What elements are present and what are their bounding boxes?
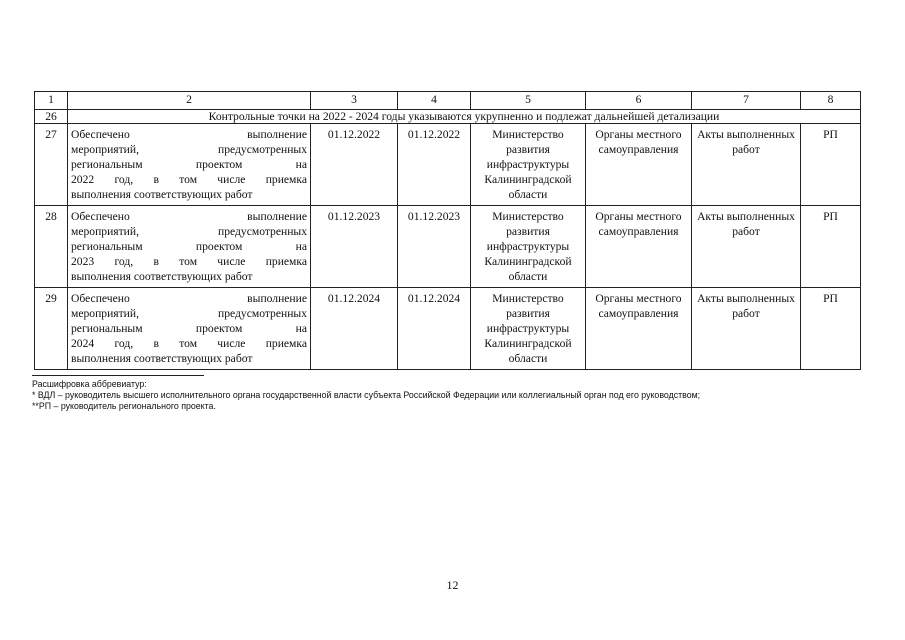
result-document: Акты выполненных работ	[692, 124, 801, 206]
column-number-5: 5	[471, 92, 586, 110]
end-date: 01.12.2023	[398, 206, 471, 288]
row-number: 26	[35, 110, 68, 124]
column-number-3: 3	[311, 92, 398, 110]
row-number: 29	[35, 288, 68, 370]
control-point-description	[68, 206, 311, 288]
approval-level: РП	[801, 206, 861, 288]
end-date: 01.12.2024	[398, 288, 471, 370]
description-line: выполнения соответствующих работ	[71, 188, 253, 201]
table-header-row	[35, 92, 861, 110]
footnotes-title: Расшифровка аббревиатур:	[32, 379, 147, 389]
column-number-4: 4	[398, 92, 471, 110]
column-number-2: 2	[68, 92, 311, 110]
page-number: 12	[446, 578, 459, 592]
description-line: региональным проектом на	[71, 158, 307, 171]
participant: Органы местного самоуправления	[586, 206, 692, 288]
column-number-8: 8	[801, 92, 861, 110]
participant: Органы местного самоуправления	[586, 288, 692, 370]
description-line: мероприятий, предусмотренных	[71, 143, 307, 156]
approval-level: РП	[801, 124, 861, 206]
control-points-table	[34, 91, 861, 370]
table-row	[35, 288, 861, 370]
table-row	[35, 206, 861, 288]
column-number-7: 7	[692, 92, 801, 110]
result-document: Акты выполненных работ	[692, 288, 801, 370]
footnote-vdl: * ВДЛ – руководитель высшего исполнительного органа государственной власти субъекта Российской Федерации или коллегиальный орган под его руководством;	[32, 390, 701, 400]
description-line: мероприятий, предусмотренных	[71, 225, 307, 238]
result-document: Акты выполненных работ	[692, 206, 801, 288]
footnote-rp: **РП – руководитель регионального проекта.	[32, 401, 216, 411]
responsible-executor: Министерство развития инфраструктуры Калининградской области	[471, 124, 586, 206]
column-number-1: 1	[35, 92, 68, 110]
description-line: Обеспечено выполнение	[71, 128, 307, 141]
control-point-description	[68, 124, 311, 206]
responsible-executor: Министерство развития инфраструктуры Калининградской области	[471, 288, 586, 370]
description-line: 2023 год, в том числе приемка	[71, 255, 307, 268]
description-line: региональным проектом на	[71, 322, 307, 335]
control-point-description	[68, 288, 311, 370]
description-line: региональным проектом на	[71, 240, 307, 253]
start-date: 01.12.2023	[311, 206, 398, 288]
footnote-rule	[32, 375, 204, 376]
description-line: 2022 год, в том числе приемка	[71, 173, 307, 186]
abbreviations-footnotes	[32, 375, 872, 412]
column-number-6: 6	[586, 92, 692, 110]
row-number: 28	[35, 206, 68, 288]
participant: Органы местного самоуправления	[586, 124, 692, 206]
description-line: 2024 год, в том числе приемка	[71, 337, 307, 350]
responsible-executor: Министерство развития инфраструктуры Калининградской области	[471, 206, 586, 288]
description-line: выполнения соответствующих работ	[71, 352, 253, 365]
description-line: Обеспечено выполнение	[71, 210, 307, 223]
approval-level: РП	[801, 288, 861, 370]
description-line: мероприятий, предусмотренных	[71, 307, 307, 320]
table-note-row	[35, 110, 861, 124]
start-date: 01.12.2022	[311, 124, 398, 206]
start-date: 01.12.2024	[311, 288, 398, 370]
table-row	[35, 124, 861, 206]
description-line: выполнения соответствующих работ	[71, 270, 253, 283]
note-text: Контрольные точки на 2022 - 2024 годы указываются укрупненно и подлежат дальнейшей детализации	[68, 110, 861, 124]
row-number: 27	[35, 124, 68, 206]
description-line: Обеспечено выполнение	[71, 292, 307, 305]
end-date: 01.12.2022	[398, 124, 471, 206]
